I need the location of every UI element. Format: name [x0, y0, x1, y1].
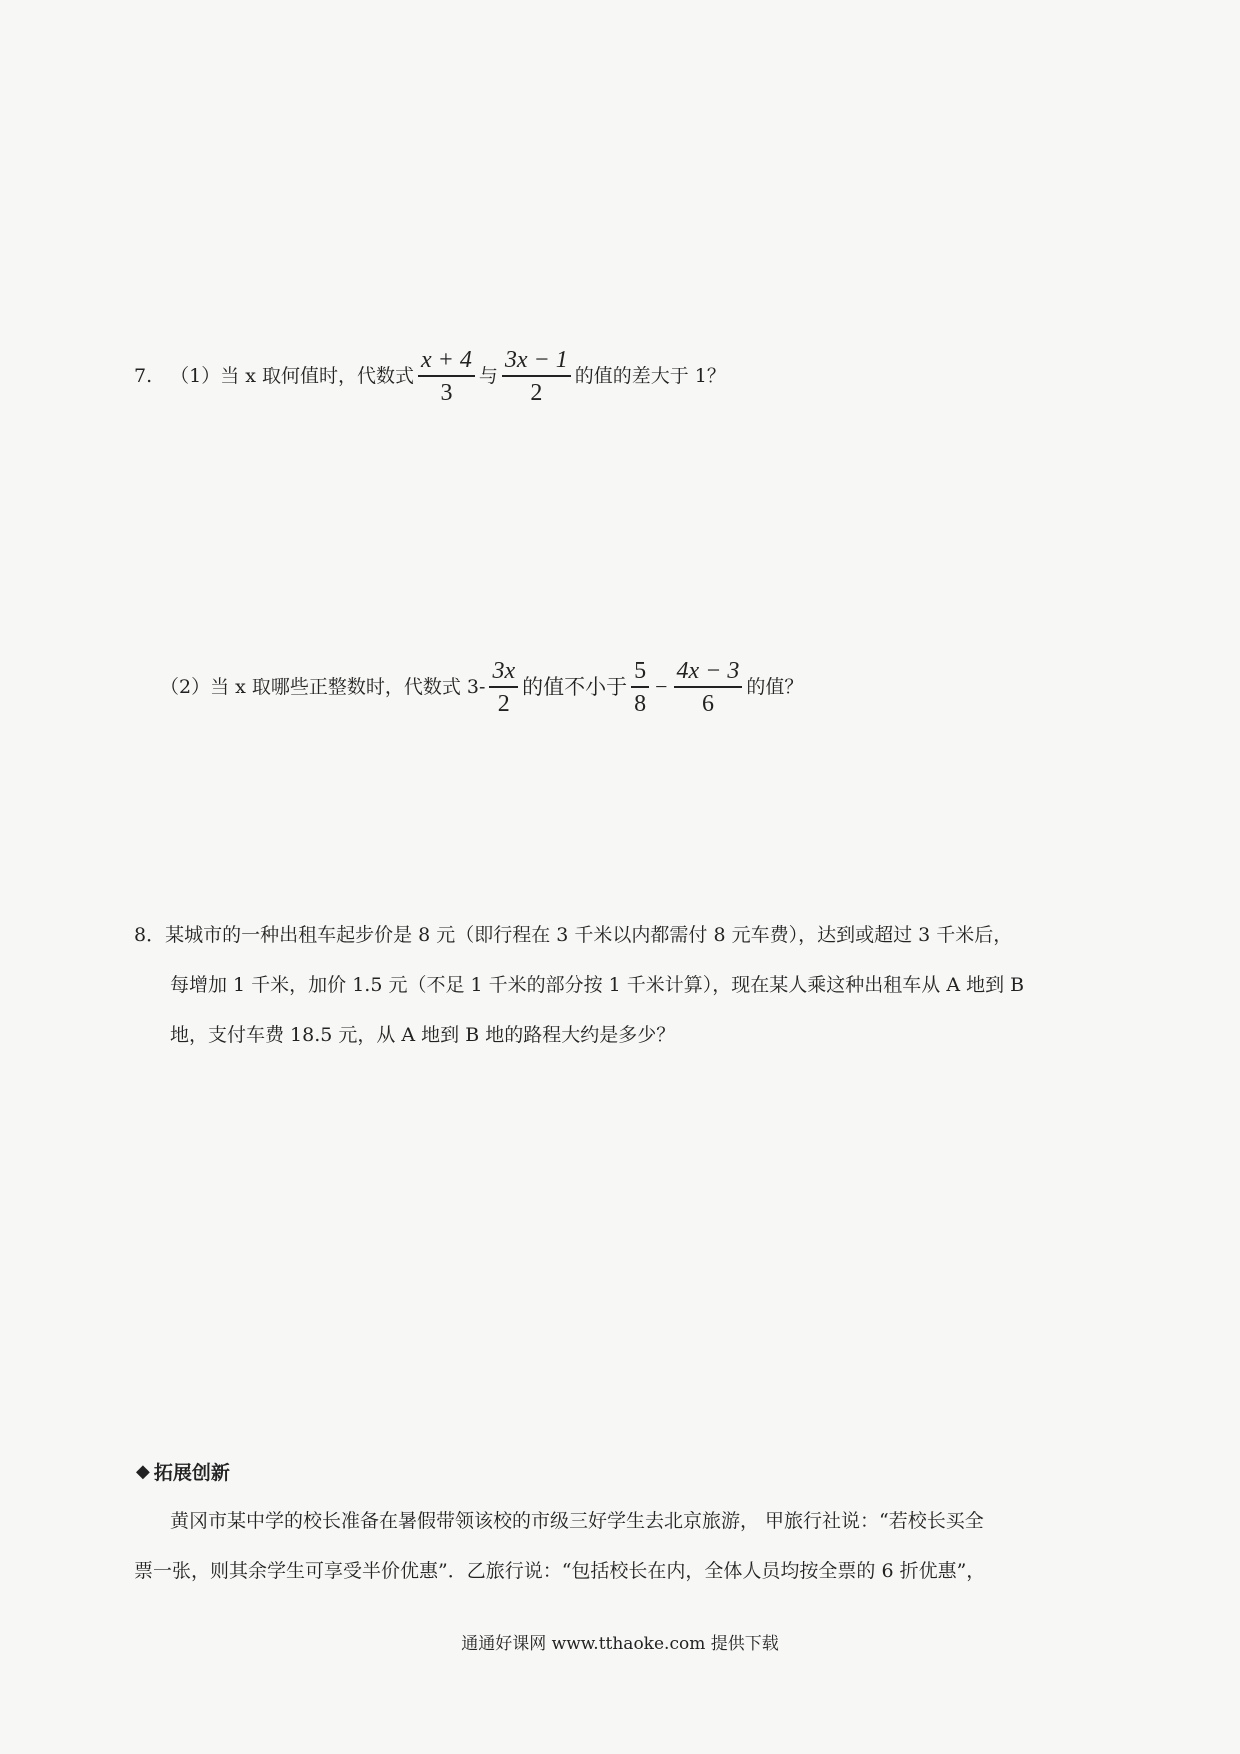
q7-part1-tail: 的值的差大于 1？ — [574, 364, 726, 387]
section-heading — [136, 1458, 230, 1485]
fraction-x-plus-4-over-3: $\frac{x + 4}{3}$ — [418, 348, 475, 405]
q7-part2-middle: 的值不小于 — [522, 674, 628, 699]
q7-part1-label: （1）当 x 取何值时，代数式 — [170, 364, 415, 387]
fraction-5-over-8: $\frac{5}{8}$ — [631, 659, 649, 716]
section-title: 拓展创新 — [153, 1462, 230, 1484]
q7-part2-label: （2）当 x 取哪些正整数时，代数式 3- — [160, 675, 486, 698]
q7-part1 — [134, 348, 726, 405]
diamond-icon: ◆ — [136, 1461, 150, 1482]
fraction-4x-minus-3-over-6: $\frac{4x - 3}{6}$ — [674, 659, 743, 716]
q8-line2: 每增加 1 千米，加价 1.5 元（不足 1 千米的部分按 1 千米计算），现在某人乘这种出租车从 A 地到 B — [170, 974, 1025, 996]
q7-number: 7. — [134, 364, 153, 387]
q7-part2 — [160, 659, 803, 716]
section-line2: 票一张，则其余学生可享受半价优惠”．乙旅行说：“包括校长在内，全体人员均按全票的 6 折优惠”， — [134, 1560, 986, 1582]
fraction-3x-minus-1-over-2: $\frac{3x - 1}{2}$ — [502, 348, 571, 405]
minus-sign: − — [655, 674, 668, 700]
q8-line1: 8．某城市的一种出租车起步价是 8 元（即行程在 3 千米以内都需付 8 元车费），达到或超过 3 千米后， — [134, 924, 1013, 946]
section-line1: 黄冈市某中学的校长准备在暑假带领该校的市级三好学生去北京旅游， 甲旅行社说：“若校长买全 — [170, 1510, 984, 1532]
fraction-3x-over-2: $\frac{3x}{2}$ — [489, 659, 518, 716]
q7-part2-tail: 的值？ — [746, 675, 804, 698]
q8-line3: 地，支付车费 18.5 元，从 A 地到 B 地的路程大约是多少？ — [170, 1024, 676, 1046]
q7-part1-connector: 与 — [478, 364, 498, 387]
page-footer: 通通好课网 www.tthaoke.com 提供下载 — [461, 1634, 779, 1654]
